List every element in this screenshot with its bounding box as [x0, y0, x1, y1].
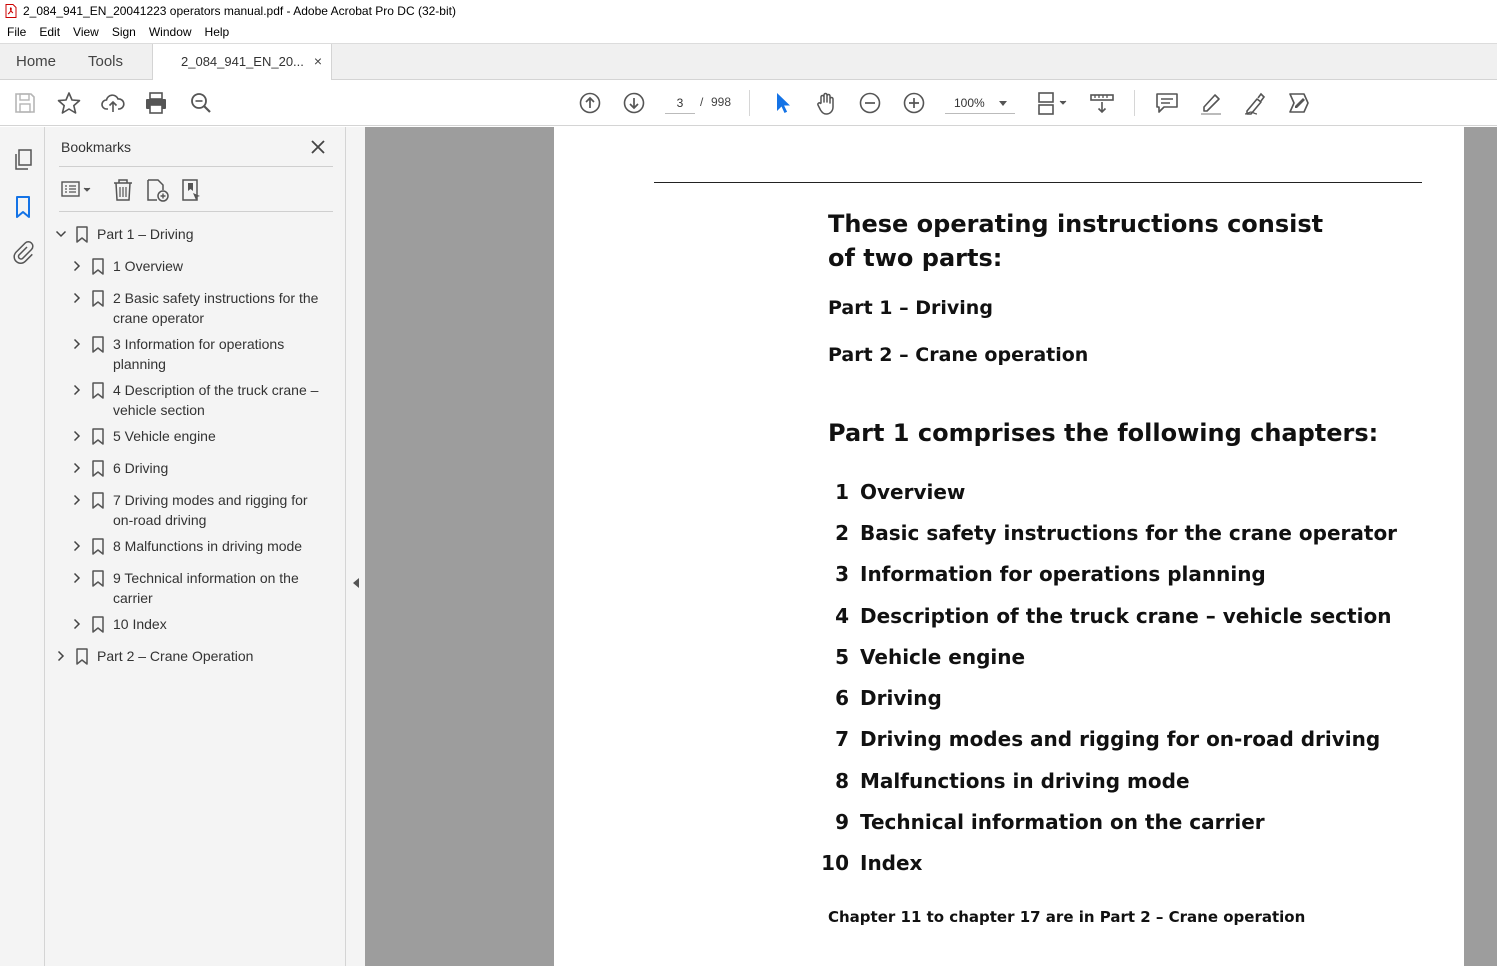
bookmark-label: 6 Driving: [113, 460, 169, 476]
bookmark-label-continued: on-road driving: [113, 512, 207, 528]
bookmark-item[interactable]: [71, 426, 335, 446]
zoom-in-icon[interactable]: [901, 90, 927, 116]
chapter-title: Malfunctions in driving mode: [860, 769, 1190, 793]
bookmark-label: Part 1 – Driving: [97, 226, 194, 242]
chapter-entry: [820, 645, 1026, 669]
chevron-right-icon[interactable]: [71, 384, 83, 396]
menu-file[interactable]: File: [7, 25, 27, 39]
highlight-pen-icon[interactable]: [1198, 90, 1224, 116]
chevron-right-icon[interactable]: [55, 650, 67, 662]
chapter-number: 5: [835, 645, 849, 669]
window-titlebar: [0, 0, 1497, 22]
chapter-title: Technical information on the carrier: [860, 810, 1265, 834]
select-cursor-icon[interactable]: [769, 90, 795, 116]
toolbar-divider: [749, 90, 750, 116]
bookmark-item[interactable]: [71, 490, 335, 530]
chapter-title: Description of the truck crane – vehicle section: [860, 604, 1392, 628]
bookmark-icon: [91, 460, 105, 477]
new-bookmark-icon[interactable]: [144, 177, 170, 203]
toolbar-divider: [1134, 90, 1135, 116]
menu-sign[interactable]: Sign: [111, 25, 136, 39]
bookmark-icon: [91, 258, 105, 275]
chapter-entry: [820, 562, 1266, 586]
hand-tool-icon[interactable]: [813, 90, 839, 116]
window-title: 2_084_941_EN_20041223 operators manual.pdf - Adobe Acrobat Pro DC (32-bit): [23, 4, 456, 18]
chapter-entry: [820, 727, 1381, 751]
bookmark-icon: [91, 382, 105, 399]
chapter-title: Basic safety instructions for the crane operator: [860, 521, 1398, 545]
page-separator: /: [700, 95, 704, 109]
bookmark-label: 9 Technical information on the: [113, 570, 299, 586]
bookmark-icon: [75, 648, 89, 665]
chapter-title: Index: [860, 851, 923, 875]
chevron-down-icon: [999, 101, 1007, 106]
zoom-out-icon[interactable]: [857, 90, 883, 116]
chevron-right-icon[interactable]: [71, 462, 83, 474]
chapter-title: Information for operations planning: [860, 562, 1266, 586]
zoom-level-dropdown[interactable]: [945, 92, 1015, 114]
chevron-right-icon[interactable]: [71, 260, 83, 272]
attachments-paperclip-icon[interactable]: [10, 239, 36, 265]
bookmark-icon: [91, 616, 105, 633]
pdf-page: [554, 127, 1464, 966]
bookmarks-panel-title: Bookmarks: [61, 139, 132, 155]
delete-bookmark-icon[interactable]: [110, 177, 136, 203]
chapter-number: 8: [835, 769, 849, 793]
bookmark-label: Part 2 – Crane Operation: [97, 648, 254, 664]
bookmark-label: 10 Index: [113, 616, 167, 632]
tab-document-label: 2_084_941_EN_20...: [181, 54, 304, 69]
bookmark-item[interactable]: [71, 568, 335, 608]
bookmark-icon: [91, 570, 105, 587]
expand-bookmark-icon[interactable]: [179, 177, 205, 203]
tab-tools[interactable]: Tools: [88, 53, 124, 70]
zoom-level-value: 100%: [954, 96, 985, 110]
menu-bar: [0, 22, 1497, 42]
chevron-right-icon[interactable]: [71, 338, 83, 350]
chapter-title: Vehicle engine: [860, 645, 1026, 669]
chapter-entry: [820, 769, 1190, 793]
chevron-right-icon[interactable]: [71, 292, 83, 304]
chapter-title: Overview: [860, 480, 966, 504]
menu-view[interactable]: View: [73, 25, 99, 39]
bookmark-label: 1 Overview: [113, 258, 184, 274]
chapter-number: 10: [821, 851, 849, 875]
chevron-right-icon[interactable]: [71, 572, 83, 584]
bookmark-item[interactable]: [71, 334, 335, 374]
menu-help[interactable]: Help: [204, 25, 230, 39]
chevron-right-icon[interactable]: [71, 430, 83, 442]
page-total-count: 998: [711, 95, 732, 109]
bookmark-item[interactable]: [55, 224, 335, 244]
tab-home[interactable]: Home: [16, 53, 57, 70]
chevron-down-icon[interactable]: [55, 228, 67, 240]
chapter-number: 6: [835, 686, 849, 710]
chevron-right-icon[interactable]: [71, 540, 83, 552]
chapter-entry: [820, 480, 966, 504]
bookmark-icon: [91, 492, 105, 509]
bookmark-item[interactable]: [71, 288, 335, 328]
tab-bar: [0, 43, 1497, 80]
left-navigation-rail: [0, 127, 45, 966]
chapter-number: 9: [835, 810, 849, 834]
tab-document[interactable]: [152, 44, 332, 81]
chevron-right-icon[interactable]: [71, 494, 83, 506]
page-display-icon[interactable]: [1036, 90, 1070, 116]
upload-cloud-icon[interactable]: [100, 90, 126, 116]
part-title: Part 2 – Crane operation: [828, 344, 1089, 366]
chapter-entry: [820, 810, 1265, 834]
chapter-title: Driving modes and rigging for on-road driving: [860, 727, 1381, 751]
chapter-number: 2: [835, 521, 849, 545]
chevron-right-icon[interactable]: [71, 618, 83, 630]
page-thumbnails-icon[interactable]: [10, 147, 36, 173]
bookmark-label: 2 Basic safety instructions for the: [113, 290, 319, 306]
bookmark-item[interactable]: [55, 646, 335, 666]
close-tab-icon[interactable]: ×: [313, 53, 322, 69]
bookmark-label: 8 Malfunctions in driving mode: [113, 538, 303, 554]
bookmark-label: 3 Information for operations: [113, 336, 285, 352]
page-heading: These operating instructions consist of two parts:: [828, 210, 1324, 272]
chapter-number: 4: [835, 604, 849, 628]
main-toolbar: [0, 80, 1497, 126]
chapters-heading: Part 1 comprises the following chapters:: [828, 419, 1379, 447]
bookmark-label-continued: crane operator: [113, 310, 205, 326]
chapter-entry: [820, 604, 1392, 628]
page-number-input[interactable]: [665, 92, 695, 114]
save-icon[interactable]: [12, 90, 38, 116]
scrolling-mode-icon[interactable]: [1089, 90, 1115, 116]
send-for-signature-icon[interactable]: [1286, 90, 1312, 116]
chapter-number: 3: [835, 562, 849, 586]
bookmark-label-continued: carrier: [113, 590, 153, 606]
chapter-number: 7: [835, 727, 849, 751]
fill-sign-icon[interactable]: [1242, 90, 1268, 116]
bookmark-item[interactable]: [71, 536, 335, 556]
bookmark-icon: [75, 226, 89, 243]
bookmark-label: 7 Driving modes and rigging for: [113, 492, 308, 508]
print-icon[interactable]: [143, 90, 169, 116]
next-page-icon[interactable]: [621, 90, 647, 116]
chapter-entry: [820, 686, 942, 710]
bookmarks-panel-icon[interactable]: [10, 194, 36, 220]
bookmark-icon: [91, 428, 105, 445]
bookmark-icon: [91, 336, 105, 353]
chevron-left-icon: [353, 578, 359, 588]
page-footnote: Chapter 11 to chapter 17 are in Part 2 – Crane operation: [828, 908, 1306, 926]
bookmarks-panel: [45, 127, 346, 966]
search-zoom-icon[interactable]: [188, 90, 214, 116]
chapter-number: 1: [835, 480, 849, 504]
bookmark-label-continued: vehicle section: [113, 402, 205, 418]
bookmark-label: 4 Description of the truck crane –: [113, 382, 319, 398]
menu-window[interactable]: Window: [148, 25, 192, 39]
bookmark-item[interactable]: [71, 256, 335, 276]
divider: [59, 211, 333, 212]
chapter-entry: [820, 851, 923, 875]
bookmark-item[interactable]: [71, 380, 337, 420]
comment-icon[interactable]: [1154, 90, 1180, 116]
previous-page-icon[interactable]: [577, 90, 603, 116]
star-icon[interactable]: [56, 90, 82, 116]
bookmark-icon: [91, 538, 105, 555]
chapter-entry: [820, 521, 1398, 545]
bookmark-label-continued: planning: [113, 356, 166, 372]
close-icon[interactable]: [307, 136, 329, 158]
chapter-title: Driving: [860, 686, 942, 710]
pdf-file-icon: [5, 4, 17, 18]
bookmark-options-icon[interactable]: [59, 177, 95, 203]
menu-edit[interactable]: Edit: [39, 25, 61, 39]
divider: [59, 166, 333, 167]
bookmark-item[interactable]: [71, 614, 335, 634]
panel-collapse-handle[interactable]: [346, 127, 365, 966]
bookmark-label: 5 Vehicle engine: [113, 428, 216, 444]
document-viewport[interactable]: [365, 127, 1497, 966]
part-title: Part 1 – Driving: [828, 297, 993, 319]
bookmark-icon: [91, 290, 105, 307]
bookmark-item[interactable]: [71, 458, 335, 478]
header-rule: [654, 182, 1422, 183]
